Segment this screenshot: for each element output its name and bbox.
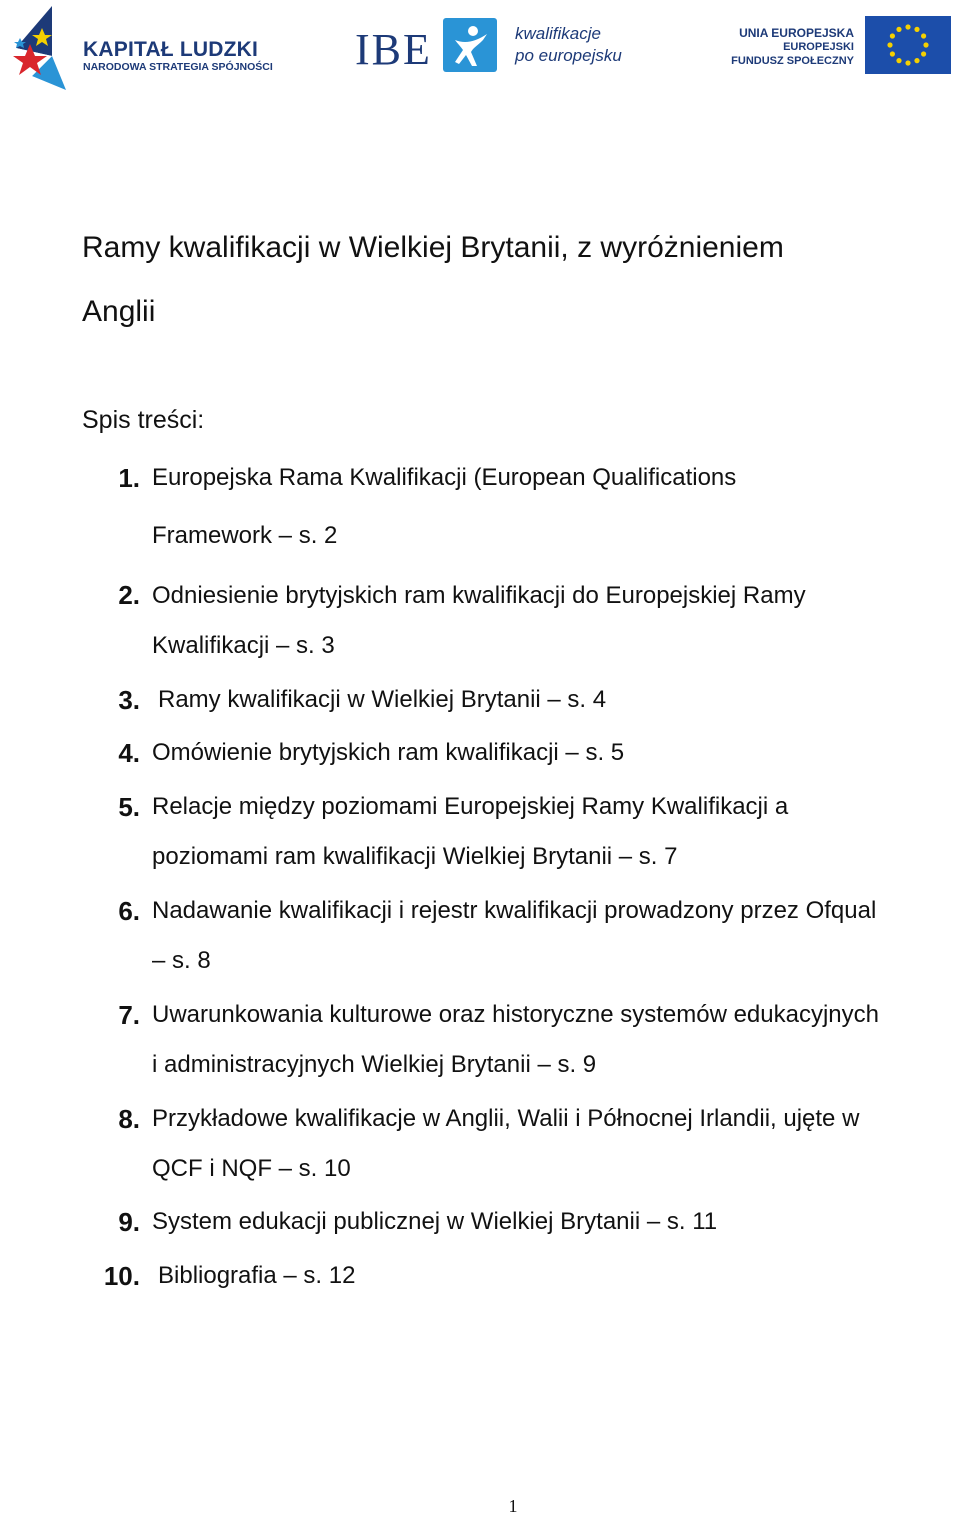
toc-item-number: 2. <box>118 580 140 610</box>
toc-item-number: 3. <box>118 685 140 715</box>
kapital-ludzki-emblem-icon <box>8 4 78 90</box>
toc-item-text: Relacje między poziomami Europejskiej Ramy Kwalifikacji a <box>152 793 789 820</box>
ibe-name: IBE <box>355 25 432 74</box>
toc-item-text: Odniesienie brytyjskich ram kwalifikacji do Europejskiej Ramy <box>152 582 806 609</box>
ibe-logo <box>355 16 635 78</box>
ibe-figure-icon <box>443 18 497 72</box>
document-title-line2: Anglii <box>82 295 156 328</box>
toc-item-text: – s. 8 <box>152 947 211 974</box>
eu-logo <box>731 16 954 78</box>
toc-item-text: Kwalifikacji – s. 3 <box>152 632 335 659</box>
eu-line3: FUNDUSZ SPOŁECZNY <box>731 55 854 67</box>
kapital-ludzki-logo <box>8 4 278 90</box>
ibe-tagline-line2: po europejsku <box>515 46 622 65</box>
toc-item-text: Europejska Rama Kwalifikacji (European Qualifications <box>152 464 737 491</box>
header-logos <box>0 0 960 100</box>
eu-line1: UNIA EUROPEJSKA <box>739 26 854 40</box>
toc-item-text: Bibliografia – s. 12 <box>158 1262 356 1289</box>
toc-item-text: poziomami ram kwalifikacji Wielkiej Brytanii – s. 7 <box>152 843 678 870</box>
toc-item-number: 1. <box>118 463 140 493</box>
toc-item-text: Przykładowe kwalifikacje w Anglii, Walii i Północnej Irlandii, ujęte w <box>152 1105 860 1132</box>
toc-item-text: Nadawanie kwalifikacji i rejestr kwalifikacji prowadzony przez Ofqual <box>152 897 877 924</box>
toc-item-text: i administracyjnych Wielkiej Brytanii – s. 9 <box>152 1051 597 1078</box>
toc-item-text: Ramy kwalifikacji w Wielkiej Brytanii – s. 4 <box>158 686 607 713</box>
toc-item-number: 4. <box>118 738 140 768</box>
eu-line2: EUROPEJSKI <box>783 41 854 53</box>
toc-item-number: 5. <box>118 792 140 822</box>
document-title <box>82 216 922 344</box>
kapital-ludzki-subtitle: NARODOWA STRATEGIA SPÓJNOŚCI <box>83 61 273 73</box>
toc-item-text: Uwarunkowania kulturowe oraz historyczne systemów edukacyjnych <box>152 1001 879 1028</box>
toc-item-number: 6. <box>118 896 140 926</box>
toc-item-number: 10. <box>103 1261 140 1291</box>
toc-item-number: 9. <box>118 1207 140 1237</box>
toc-heading: Spis treści: <box>82 406 205 434</box>
ibe-tagline-line1: kwalifikacje <box>515 24 601 43</box>
toc-item-number: 7. <box>118 1000 140 1030</box>
toc-item-number: 8. <box>118 1104 140 1134</box>
kapital-ludzki-name: KAPITAŁ LUDZKI <box>83 38 259 61</box>
eu-flag-icon <box>865 16 951 74</box>
toc-item-text: Framework – s. 2 <box>152 522 338 549</box>
toc-item-text: Omówienie brytyjskich ram kwalifikacji – s. 5 <box>152 739 625 766</box>
page-number: 1 <box>508 1496 518 1516</box>
toc-item-text: QCF i NQF – s. 10 <box>152 1155 351 1182</box>
document-title-line1: Ramy kwalifikacji w Wielkiej Brytanii, z wyróżnieniem <box>82 231 784 264</box>
toc-item-text: System edukacji publicznej w Wielkiej Brytanii – s. 11 <box>152 1208 718 1235</box>
